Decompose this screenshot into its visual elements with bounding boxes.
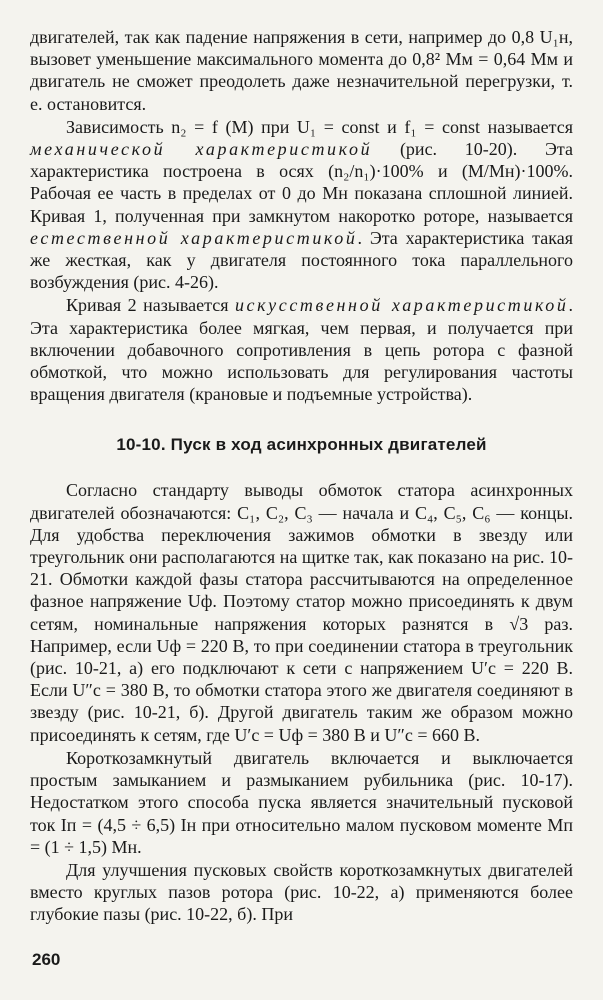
section-heading: 10-10. Пуск в ход асинхронных двигателей (116, 435, 487, 455)
paragraph-p1 (30, 26, 573, 115)
text-run: Короткозамкнутый двигатель включается и выключается простым замыканием и размыканием рубильника (рис. 10-17). Недостатком этого способа пуска является значительный пусковой ток Iп = (4,5 ÷ 6,5) Iн при относительно малом пусковом моменте Mп = (1 ÷ 1,5) Mн. (30, 747, 573, 857)
text-run: Согласно стандарту выводы обмоток статора асинхронных двигателей обозначаются: C₁, C₂, C₃ — начала и C₄, C₅, C₆ — концы. Для удобства переключения зажимов обмотки в звезду или треугольник они располагаются на щитке так, как показано на рис. 10-21. Обмотки каждой фазы статора рассчитываются на определенное фазное напряжение Uф. Поэтому статор можно присоединять к двум сетям, номинальные напряжения которых разнятся в √3 раз. Например, если Uф = 220 В, то при соединении статора в треугольник (рис. 10-21, а) его подключают к сети с напряжением U′c = 220 В. Если U″c = 380 В, то обмотки статора этого же двигателя соединяют в звезду (рис. 10-21, б). Другой двигатель таким же образом можно присоединять к сетям, где U′c = Uф = 380 В и U″c = 660 В. (30, 480, 573, 745)
text-run: Кривая 2 называется (66, 295, 235, 316)
spaced-term: естественной характеристикой (30, 227, 358, 248)
text-run: . Эта характеристика такая же жесткая, как у двигателя постоянного тока параллельного возбуждения (рис. 4-26). (30, 227, 573, 293)
body-text-top (30, 26, 573, 405)
text-run: (рис. 10-20). Эта характеристика построена в осях (n₂/n₁)·100% и (M/Mн)·100%. Рабочая ее часть в пределах от 0 до Mн показана сплошной линией. Кривая 1, полученная при замкнутом накоротко роторе, называется (30, 139, 573, 226)
paragraph-p6 (30, 859, 573, 926)
text-run: двигателей, так как падение напряжения в сети, например до 0,8 U₁н, вызовет уменьшение максимального момента до 0,8² Mм = 0,64 Mм и двигатель не сможет преодолеть даже незначительной перегрузки, т. е. остановится. (30, 27, 573, 114)
paragraph-p5 (30, 747, 573, 858)
text-run: Зависимость n₂ = f (M) при U₁ = const и f₁ = const называется (66, 116, 573, 137)
paragraph-p4 (30, 479, 573, 745)
page-number: 260 (32, 950, 61, 969)
paragraph-p2 (30, 116, 573, 294)
text-run: . Эта характеристика более мягкая, чем первая, и получается при включении добавочного сопротивления в цепь ротора с фазной обмоткой, что можно использовать для регулирования частоты вращения двигателя (крановые и подъемные устройства). (30, 295, 573, 405)
body-text-bottom (30, 479, 573, 925)
paragraph-p3 (30, 294, 573, 405)
text-run: Для улучшения пусковых свойств короткозамкнутых двигателей вместо круглых пазов ротора (рис. 10-22, а) применяются более глубокие пазы (рис. 10-22, б). При (30, 859, 573, 925)
spaced-term: механической характеристикой (30, 139, 373, 160)
spaced-term: искусственной характеристикой (234, 295, 569, 316)
